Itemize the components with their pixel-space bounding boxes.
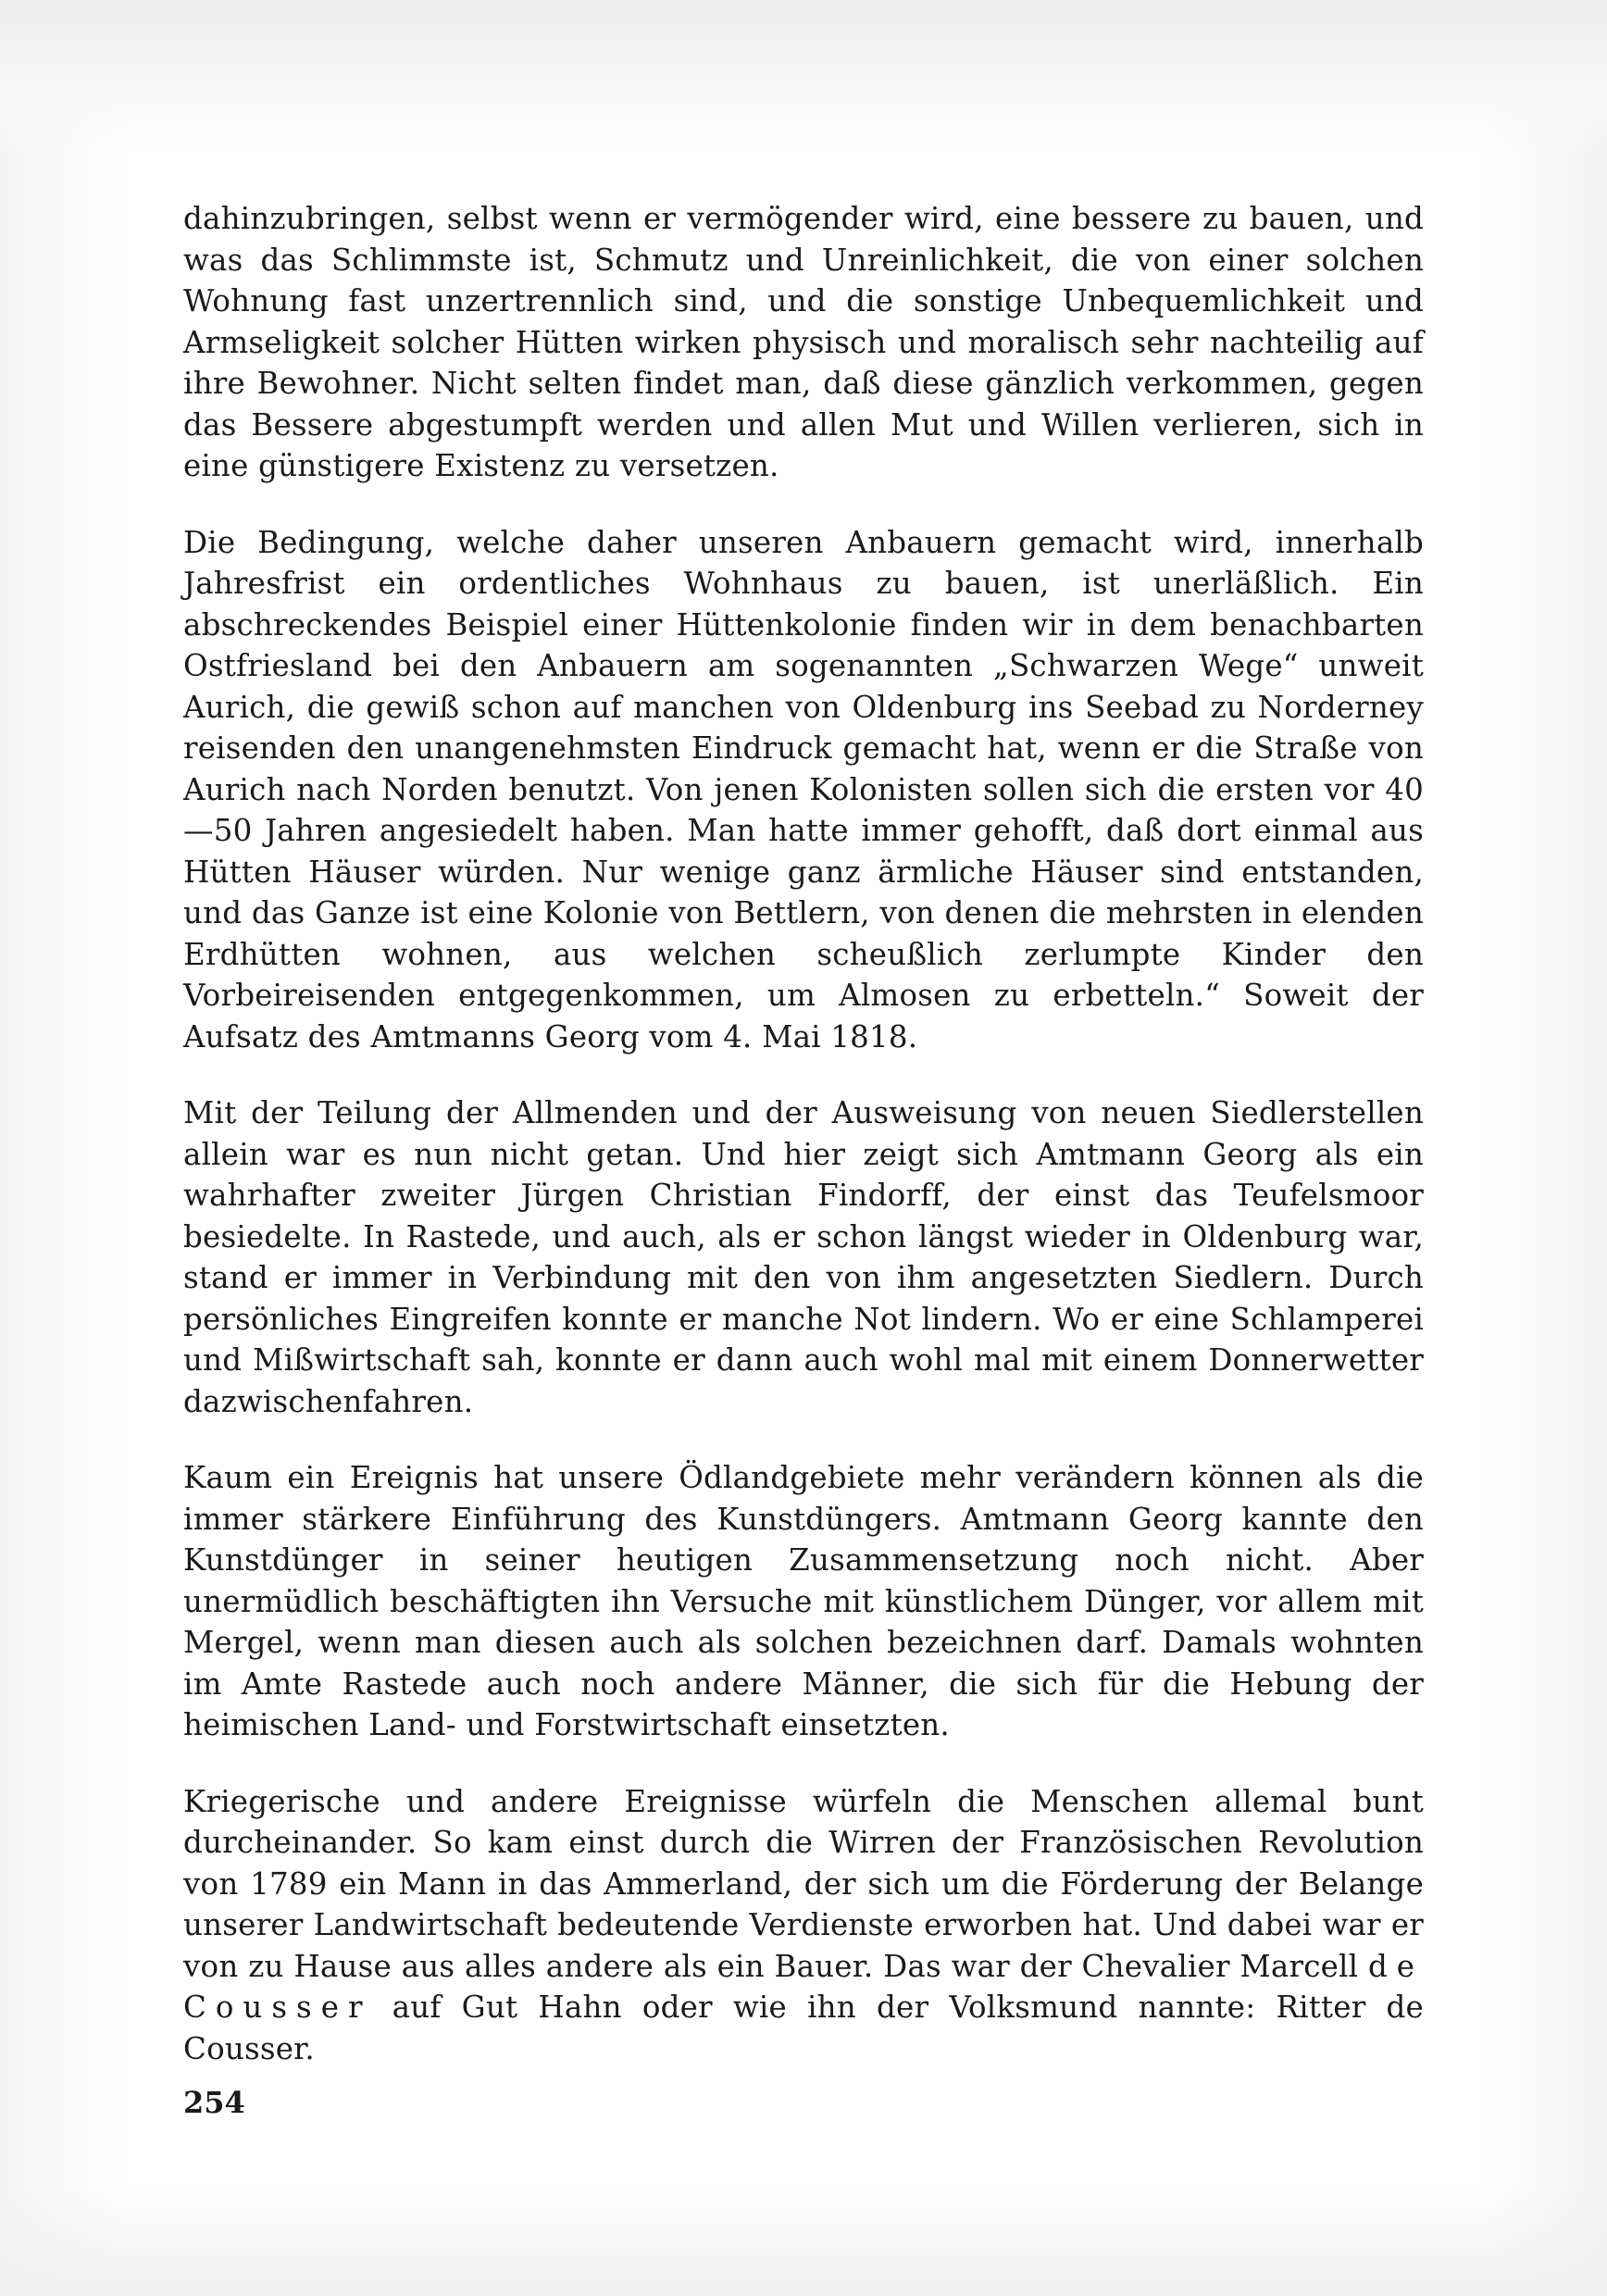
body-text: [183, 198, 1424, 2069]
page-number: 254: [183, 2085, 245, 2120]
paragraph-5: [183, 1781, 1424, 2070]
paragraph-3: Mit der Teilung der Allmenden und der Ausweisung von neuen Siedlerstellen allein war es nun nicht getan. Und hier zeigt sich Amtmann Georg als ein wahrhafter zweiter Jürgen Christian Findorff, der einst das Teufelsmoor besiedelte. In Rastede, und auch, als er schon längst wieder in Oldenburg war, stand er immer in Verbindung mit den von ihm angesetzten Siedlern. Durch persönliches Eingreifen konnte er manche Not lindern. Wo er eine Schlamperei und Mißwirtschaft sah, konnte er dann auch wohl mal mit einem Donnerwetter dazwischenfahren.: [183, 1095, 1424, 1419]
paragraph-5-end: auf Gut Hahn oder wie ihn der Volksmund nannte: Ritter de Cousser.: [183, 1990, 1424, 2066]
spaced-name: de Cousser: [183, 1948, 1424, 2025]
scan-shadow-top: [0, 0, 1607, 157]
paragraph-2: Die Bedingung, welche daher unseren Anbauern gemacht wird, innerhalb Jahresfrist ein ordentliches Wohnhaus zu bauen, ist unerläßlich. Ein abschreckendes Beispiel einer Hüttenkolonie finden wir in dem benachbarten Ostfriesland bei den Anbauern am sogenannten „Schwarzen Wege“ unweit Aurich, die gewiß schon auf manchen von Oldenburg ins Seebad zu Norderney reisenden den unangenehmsten Eindruck gemacht hat, wenn er die Straße von Aurich nach Norden benutzt. Von jenen Kolonisten sollen sich die ersten vor 40—50 Jahren angesiedelt haben. Man hatte immer gehofft, daß dort einmal aus Hütten Häuser würden. Nur wenige ganz ärmliche Häuser sind entstanden, und das Ganze ist eine Kolonie von Bettlern, von denen die mehrsten in elenden Erdhütten wohnen, aus welchen scheußlich zerlumpte Kinder den Vorbeireisenden entgegenkommen, um Almosen zu erbetteln.“ Soweit der Aufsatz des Amtmanns Georg vom 4. Mai 1818.: [183, 524, 1424, 1054]
paragraph-1: dahinzubringen, selbst wenn er vermögender wird, eine bessere zu bauen, und was das Schlimmste ist, Schmutz und Unreinlichkeit, die von einer solchen Wohnung fast unzertrennlich sind, und die sonstige Unbequemlichkeit und Armseligkeit solcher Hütten wirken physisch und moralisch sehr nachteilig auf ihre Bewohner. Nicht selten findet man, daß diese gänzlich verkommen, gegen das Bessere abgestumpft werden und allen Mut und Willen verlieren, sich in eine günstigere Existenz zu versetzen.: [183, 201, 1424, 483]
paragraph-4: Kaum ein Ereignis hat unsere Ödlandgebiete mehr verändern können als die immer stärkere Einführung des Kunstdüngers. Amtmann Georg kannte den Kunstdünger in seiner heutigen Zusammensetzung noch nicht. Aber unermüdlich beschäftigten ihn Versuche mit künstlichem Dünger, vor allem mit Mergel, wenn man diesen auch als solchen bezeichnen darf. Damals wohnten im Amte Rastede auch noch andere Männer, die sich für die Hebung der heimischen Land- und Forstwirtschaft einsetzten.: [183, 1460, 1424, 1742]
scan-shadow-bottom: [0, 2185, 1607, 2296]
paragraph-5-start: Kriegerische und andere Ereignisse würfeln die Menschen allemal bunt durcheinander. So kam einst durch die Wirren der Französischen Revolution von 1789 ein Mann in das Ammerland, der sich um die Förderung der Belange unserer Landwirtschaft bedeutende Verdienste erworben hat. Und dabei war er von zu Hause aus alles andere als ein Bauer. Das war der Chevalier Marcell: [183, 1783, 1424, 1984]
